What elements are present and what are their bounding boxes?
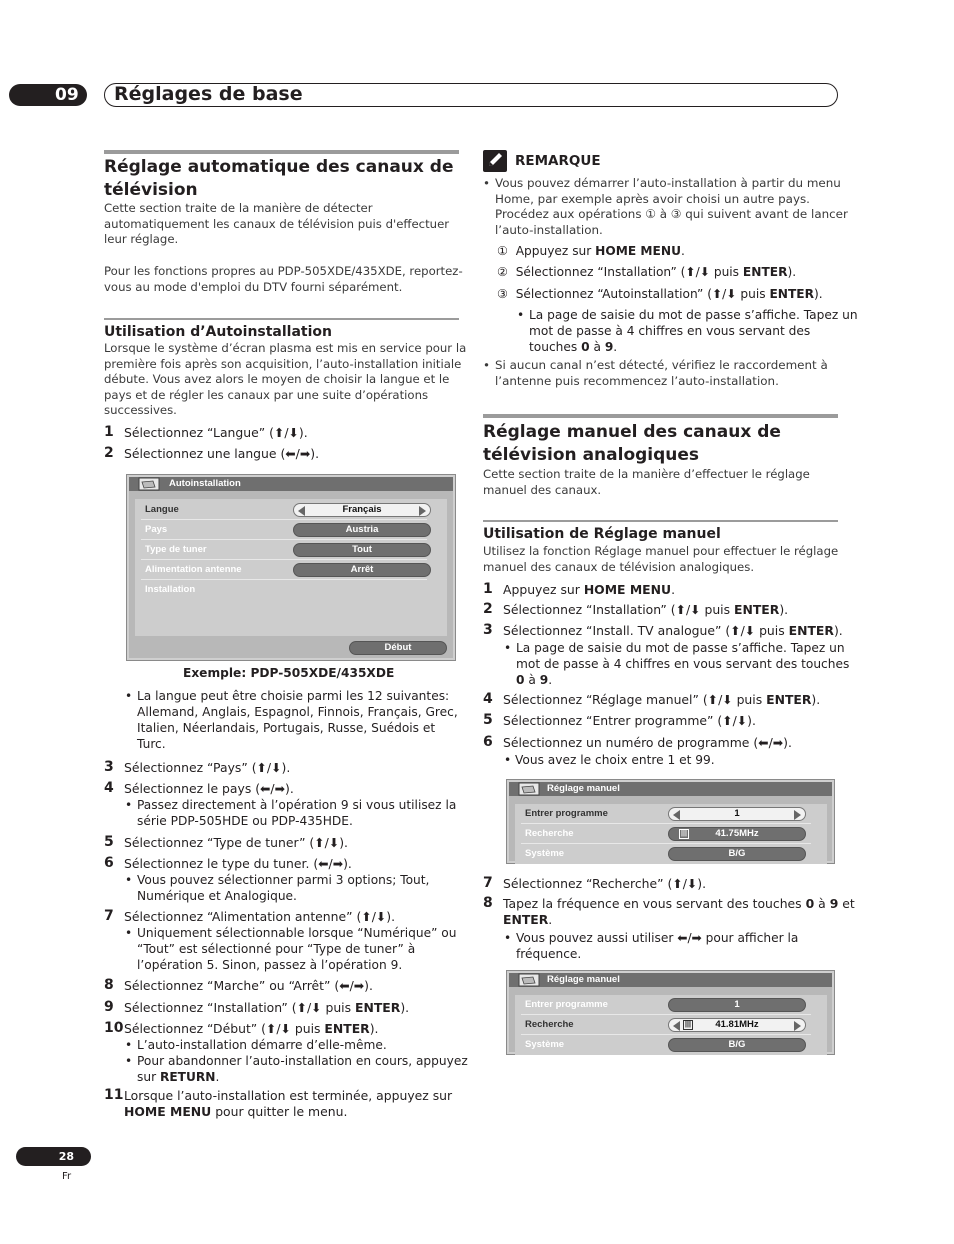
autoinstallation-screen — [127, 475, 455, 660]
menu-row-recherche[interactable] — [521, 825, 811, 844]
debut-button[interactable]: Début — [349, 641, 447, 655]
menu-row-label: Entrer programme — [525, 808, 608, 819]
subsection-title: Utilisation d’Autoinstallation — [104, 324, 332, 340]
section2-title: Réglage manuel des canaux de télévision analogiques — [483, 422, 781, 465]
frequency-value: ||| 41.75MHz — [668, 827, 806, 841]
screen-caption: Exemple: PDP-505XDE/435XDE — [183, 666, 395, 680]
arrow-left-icon — [673, 810, 680, 820]
subsection-rule — [483, 520, 838, 522]
menu-row-label: Recherche — [525, 828, 574, 839]
remark-title: REMARQUE — [515, 153, 601, 169]
pays-value: Austria — [293, 523, 431, 537]
screen-title: Réglage manuel — [547, 974, 620, 985]
menu-row-label: Langue — [145, 504, 179, 515]
menu-row-label: Système — [525, 1039, 565, 1050]
menu-row-label: Type de tuner — [145, 544, 207, 555]
menu-row-type-tuner[interactable] — [141, 541, 427, 560]
subsection-rule — [104, 318, 459, 320]
menu-row-label: Pays — [145, 524, 168, 535]
manual-tuning-screen-2 — [507, 971, 834, 1054]
menu-row-installation[interactable] — [141, 581, 427, 600]
pencil-note-icon — [483, 150, 507, 172]
subsection2-text: Utilisez la fonction Réglage manuel pour effectuer le réglage manuel des canaux de télévision analogiques. — [483, 544, 839, 574]
section2-intro: Cette section traite de la manière d’effectuer le réglage manuel des canaux. — [483, 467, 810, 497]
screen-panel — [515, 804, 827, 864]
arrow-right-icon — [794, 1021, 801, 1031]
frequency-gauge-icon: ||| — [679, 829, 689, 839]
tv-menu-icon — [137, 475, 163, 493]
chapter-number-badge: 09 — [9, 84, 87, 106]
arrow-left-icon — [673, 1021, 680, 1031]
section1-note: Pour les fonctions propres au PDP-505XDE/435XDE, reportez- vous au mode d'emploi du DTV fourni séparément. — [104, 264, 463, 294]
frequency-gauge-icon: ||| — [683, 1020, 693, 1030]
page-number-badge: 28 — [16, 1147, 91, 1166]
section1-intro: Cette section traite de la manière de détecter automatiquement les canaux de télévision puis d'effectuer leur réglage. — [104, 201, 450, 246]
programme-selector[interactable]: 1 — [668, 807, 806, 821]
tv-menu-icon — [517, 971, 543, 989]
menu-row-systeme[interactable] — [521, 845, 811, 864]
chapter-title: Réglages de base — [114, 83, 303, 105]
subsection-text: Lorsque le système d’écran plasma est mis en service pour la première fois après son acquisition, l’auto-installation initiale débute. Vous avez alors le moyen de choisir la langue et le pays et de régler les canaux par une suite d’opérations successives. — [104, 341, 467, 417]
screen-panel — [135, 499, 447, 636]
remark-step-3: ③ Sélectionnez “Autoinstallation” (⬆/⬇ puis ENTER). — [497, 287, 823, 301]
language-code: Fr — [62, 1171, 72, 1182]
programme-value: 1 — [668, 998, 806, 1012]
arrow-left-icon — [298, 506, 305, 516]
section-rule — [104, 150, 459, 154]
tv-menu-icon — [517, 780, 543, 798]
menu-row-systeme[interactable] — [521, 1036, 811, 1055]
manual-tuning-screen-1 — [507, 780, 834, 863]
menu-row-recherche[interactable] — [521, 1016, 811, 1035]
menu-row-label: Recherche — [525, 1019, 574, 1030]
menu-row-langue[interactable] — [141, 501, 427, 520]
remark-step-2: ② Sélectionnez “Installation” (⬆/⬇ puis ENTER). — [497, 265, 797, 279]
alimentation-value: Arrêt — [293, 563, 431, 577]
langue-selector[interactable]: Français — [293, 503, 431, 517]
section-rule — [483, 414, 838, 418]
menu-row-label: Système — [525, 848, 565, 859]
systeme-value: B/G — [668, 1038, 806, 1052]
subsection2-title: Utilisation de Réglage manuel — [483, 526, 721, 542]
menu-row-entrer-programme[interactable] — [521, 996, 811, 1015]
type-tuner-value: Tout — [293, 543, 431, 557]
screen-panel — [515, 995, 827, 1055]
frequency-selector[interactable]: ||| 41.81MHz — [668, 1018, 806, 1032]
arrow-right-icon — [794, 810, 801, 820]
menu-row-label: Alimentation antenne — [145, 564, 242, 575]
menu-row-label: Entrer programme — [525, 999, 608, 1010]
menu-row-alimentation[interactable] — [141, 561, 427, 580]
systeme-value: B/G — [668, 847, 806, 861]
screen-title: Autoinstallation — [169, 478, 241, 489]
arrow-right-icon — [419, 506, 426, 516]
section1-title: Réglage automatique des canaux de télévision — [104, 157, 454, 200]
remark-step-1: ① Appuyez sur HOME MENU. — [497, 244, 685, 258]
menu-row-entrer-programme[interactable] — [521, 805, 811, 824]
menu-row-label: Installation — [145, 584, 196, 595]
menu-row-pays[interactable] — [141, 521, 427, 540]
screen-title: Réglage manuel — [547, 783, 620, 794]
